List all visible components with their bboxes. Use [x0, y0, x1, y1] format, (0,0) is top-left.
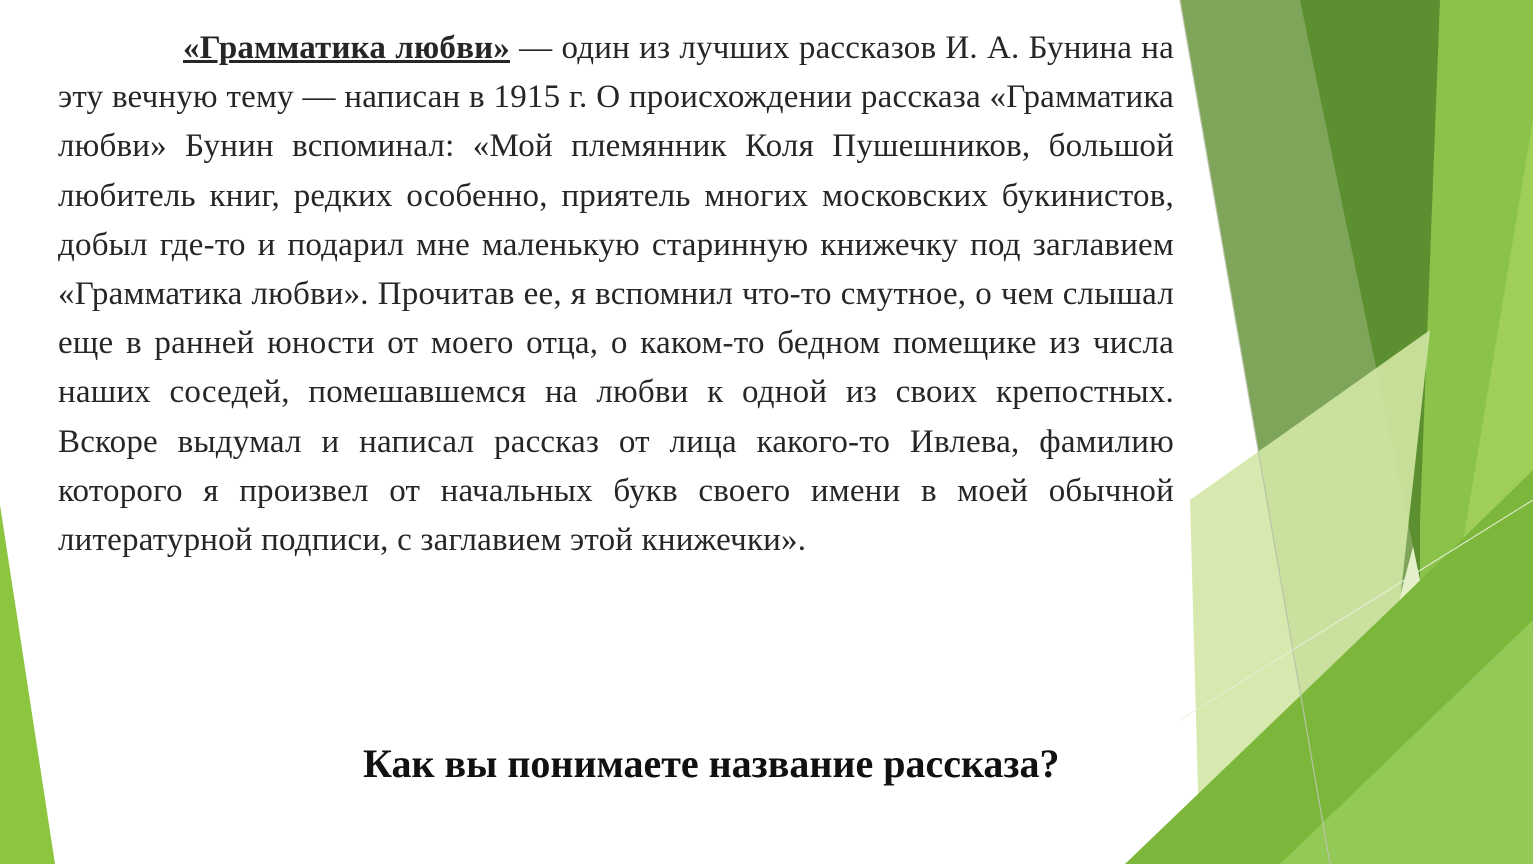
left-green-shape: [0, 505, 55, 864]
body-paragraph: [58, 24, 1174, 565]
question-heading: Как вы понимаете название рассказа?: [363, 741, 1060, 786]
story-title-reference: «Грамматика любви»: [183, 30, 511, 66]
paragraph-body: — один из лучших рассказов И. А. Бунина на эту вечную тему — написан в 1915 г. О происхождении рассказа «Грамматика любви» Бунин вспоминал: «Мой племянник Коля Пушешников, большой любитель книг, редких особенно, приятель многих московских букинистов, добыл где-то и подарил мне маленькую старинную книжечку под заглавием «Грамматика любви». Прочитав ее, я вспомнил что-то смутное, о чем слышал еще в ранней юности от моего отца, о каком-то бедном помещике из числа наших соседей, помешавшемся на любви к одной из своих крепостных. Вскоре выдумал и написал рассказ от лица какого-то Ивлева, фамилию которого я произвел от начальных букв своего имени в моей обычной литературной подписи, с заглавием этой книжечки».: [58, 30, 1174, 559]
